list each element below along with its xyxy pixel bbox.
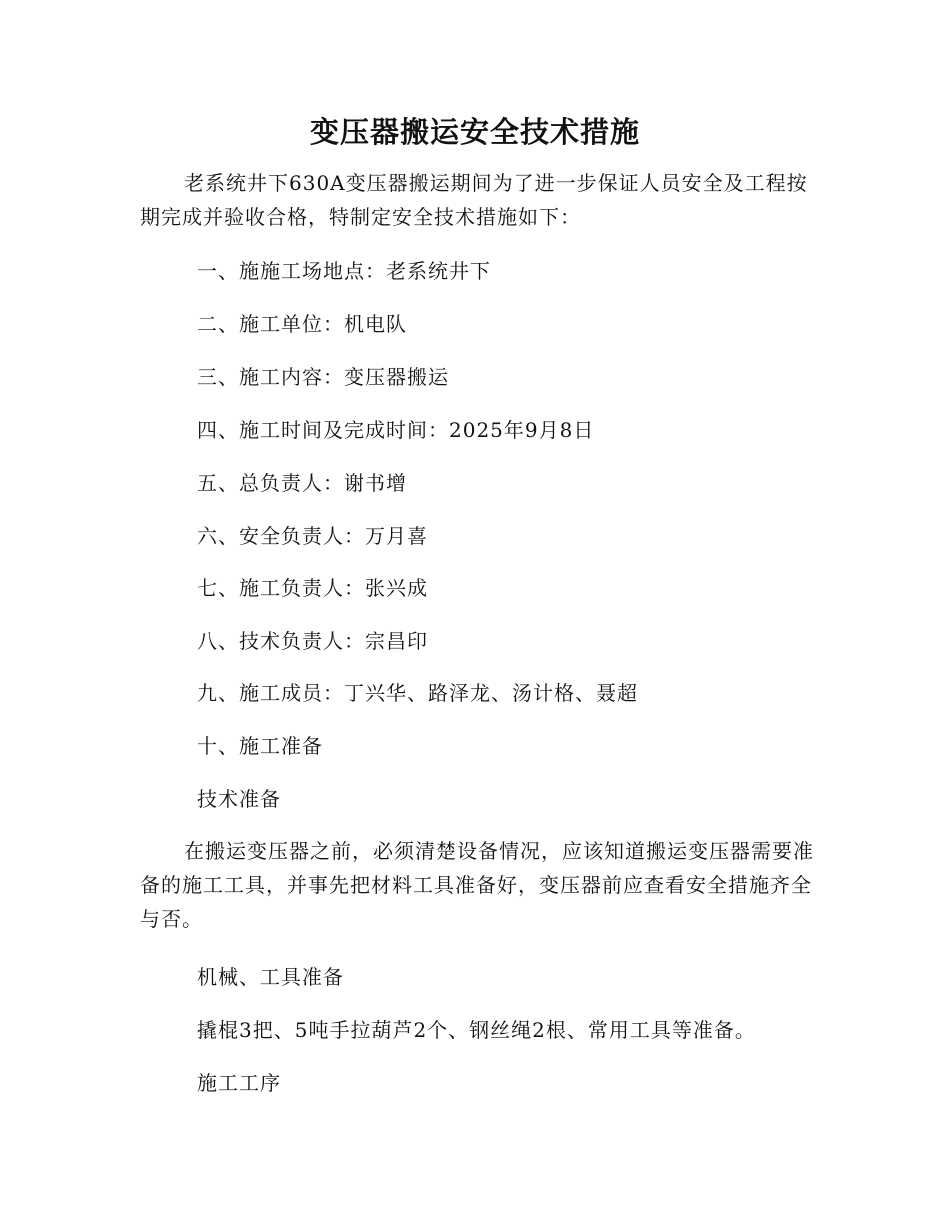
item-tech-lead: 八、技术负责人：宗昌印 bbox=[197, 629, 428, 653]
tool-prep-heading: 机械、工具准备 bbox=[197, 965, 344, 989]
item-site: 一、施施工场地点：老系统井下 bbox=[197, 259, 491, 283]
item-members: 九、施工成员：丁兴华、路泽龙、汤计格、聂超 bbox=[197, 681, 638, 705]
item-safety-lead: 六、安全负责人：万月喜 bbox=[197, 524, 428, 548]
item-general-lead: 五、总负责人：谢书增 bbox=[197, 471, 407, 495]
item-time: 四、施工时间及完成时间：2025年9月8日 bbox=[197, 418, 595, 442]
item-preparation: 十、施工准备 bbox=[197, 734, 323, 758]
document-title: 变压器搬运安全技术措施 bbox=[309, 115, 640, 149]
item-unit: 二、施工单位：机电队 bbox=[197, 312, 407, 336]
tech-prep-paragraph: 在搬运变压器之前，必须清楚设备情况，应该知道搬运变压器需要准备的施工工具，并事先把材料工具准备好，变压器前应查看安全措施齐全与否。 bbox=[140, 839, 814, 931]
tool-prep-paragraph: 撬棍3把、5吨手拉葫芦2个、钢丝绳2根、常用工具等准备。 bbox=[197, 1018, 756, 1042]
intro-paragraph: 老系统井下630A变压器搬运期间为了进一步保证人员安全及工程按期完成并验收合格，特制定安全技术措施如下： bbox=[140, 171, 808, 229]
item-construction-lead: 七、施工负责人：张兴成 bbox=[197, 576, 428, 600]
item-content: 三、施工内容：变压器搬运 bbox=[197, 365, 449, 389]
procedure-heading: 施工工序 bbox=[197, 1071, 281, 1095]
tech-prep-heading: 技术准备 bbox=[197, 787, 281, 811]
